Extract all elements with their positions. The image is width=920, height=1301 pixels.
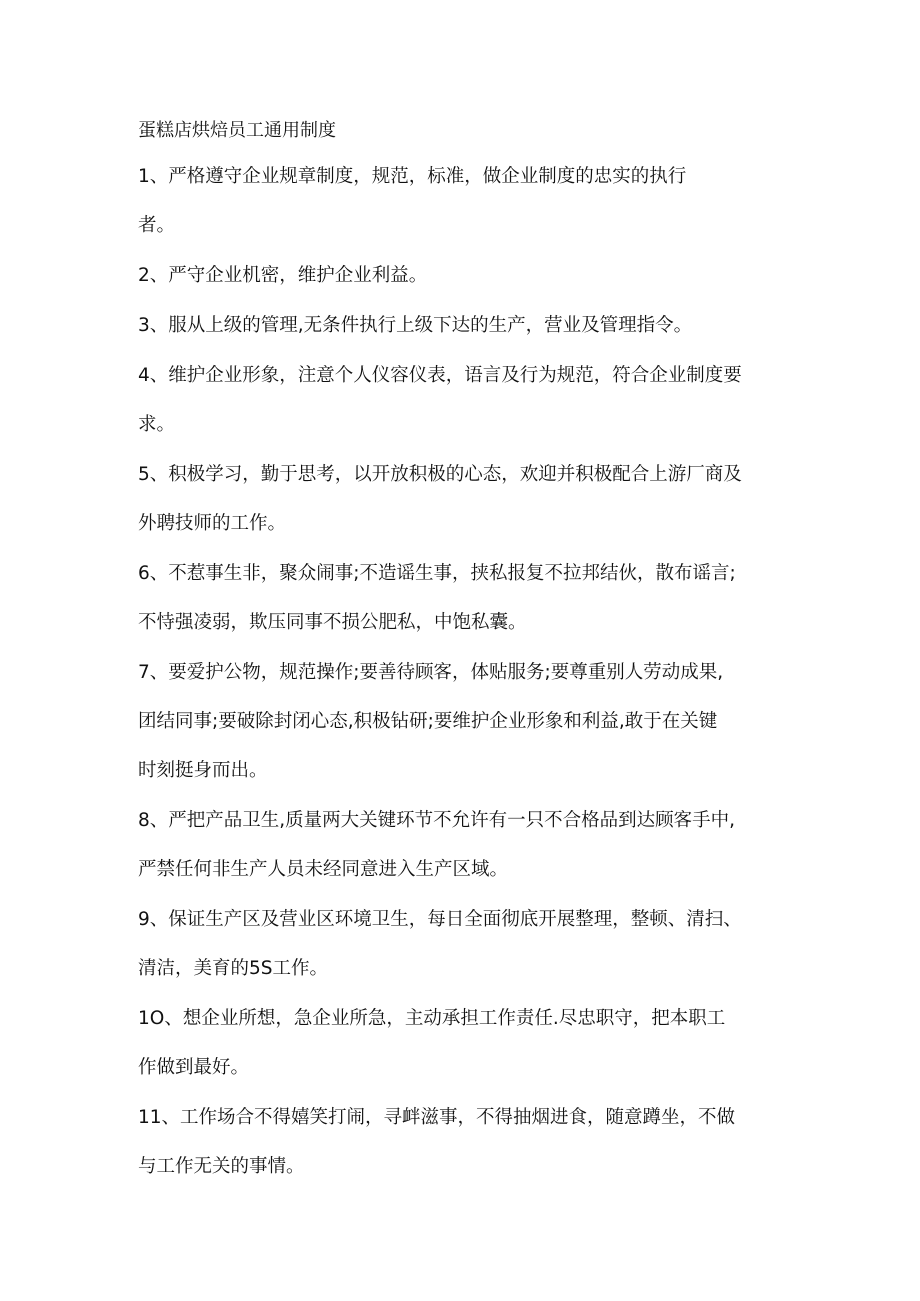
clause-8: [138, 803, 798, 888]
document-title: 蛋糕店烘焙员工通用制度: [138, 120, 336, 141]
clause-line: 者。: [138, 215, 176, 236]
clause-line: 3、服从上级的管理,无条件执行上级下达的生产，营业及管理指令。: [138, 315, 693, 336]
clause-line: 7、要爱护公物，规范操作;要善待顾客，体贴服务;要尊重别人劳动成果,: [138, 662, 724, 683]
clause-10: [138, 1001, 798, 1086]
clause-line: 时刻挺身而出。: [138, 760, 268, 781]
clause-line: 5、积极学习，勤于思考，以开放积极的心态，欢迎并积极配合上游厂商及: [138, 464, 742, 485]
clause-7: [138, 655, 798, 789]
clause-line: 11、工作场合不得嬉笑打闹，寻衅滋事，不得抽烟进食，随意蹲坐，不做: [138, 1107, 736, 1128]
clause-line: 1O、想企业所想，急企业所急，主动承担工作责任.尽忠职守，把本职工: [138, 1008, 726, 1029]
clause-5: [138, 457, 798, 542]
clause-line: 清洁，美育的5S工作。: [138, 958, 329, 979]
clause-3: [138, 308, 798, 344]
clause-1: [138, 159, 798, 244]
clause-4: [138, 358, 798, 443]
clause-line: 外聘技师的工作。: [138, 513, 287, 534]
clause-line: 求。: [138, 414, 176, 435]
clause-line: 1、严格遵守企业规章制度，规范，标准，做企业制度的忠实的执行: [138, 166, 687, 187]
clause-2: [138, 258, 798, 294]
clause-line: 6、不惹事生非，聚众闹事;不造谣生事，挟私报复不拉邦结伙，散布谣言;: [138, 563, 736, 584]
clause-line: 团结同事;要破除封闭心态,积极钻研;要维护企业形象和利益,敢于在关键: [138, 711, 718, 732]
clause-line: 8、严把产品卫生,质量两大关键环节不允许有一只不合格品到达顾客手中,: [138, 810, 736, 831]
clause-line: 作做到最好。: [138, 1057, 250, 1078]
clause-line: 不恃强凌弱，欺压同事不损公肥私，中饱私囊。: [138, 612, 527, 633]
clause-11: [138, 1100, 798, 1185]
clause-line: 严禁任何非生产人员未经同意进入生产区域。: [138, 859, 509, 880]
clause-line: 与工作无关的事情。: [138, 1156, 305, 1177]
document-body: [138, 116, 798, 1199]
clause-line: 9、保证生产区及营业区环境卫生，每日全面彻底开展整理，整顿、清扫、: [138, 909, 742, 930]
clause-line: 4、维护企业形象，注意个人仪容仪表，语言及行为规范，符合企业制度要: [138, 365, 742, 386]
clause-line: 2、严守企业机密，维护企业利益。: [138, 265, 428, 286]
clause-9: [138, 902, 798, 987]
clause-6: [138, 556, 798, 641]
